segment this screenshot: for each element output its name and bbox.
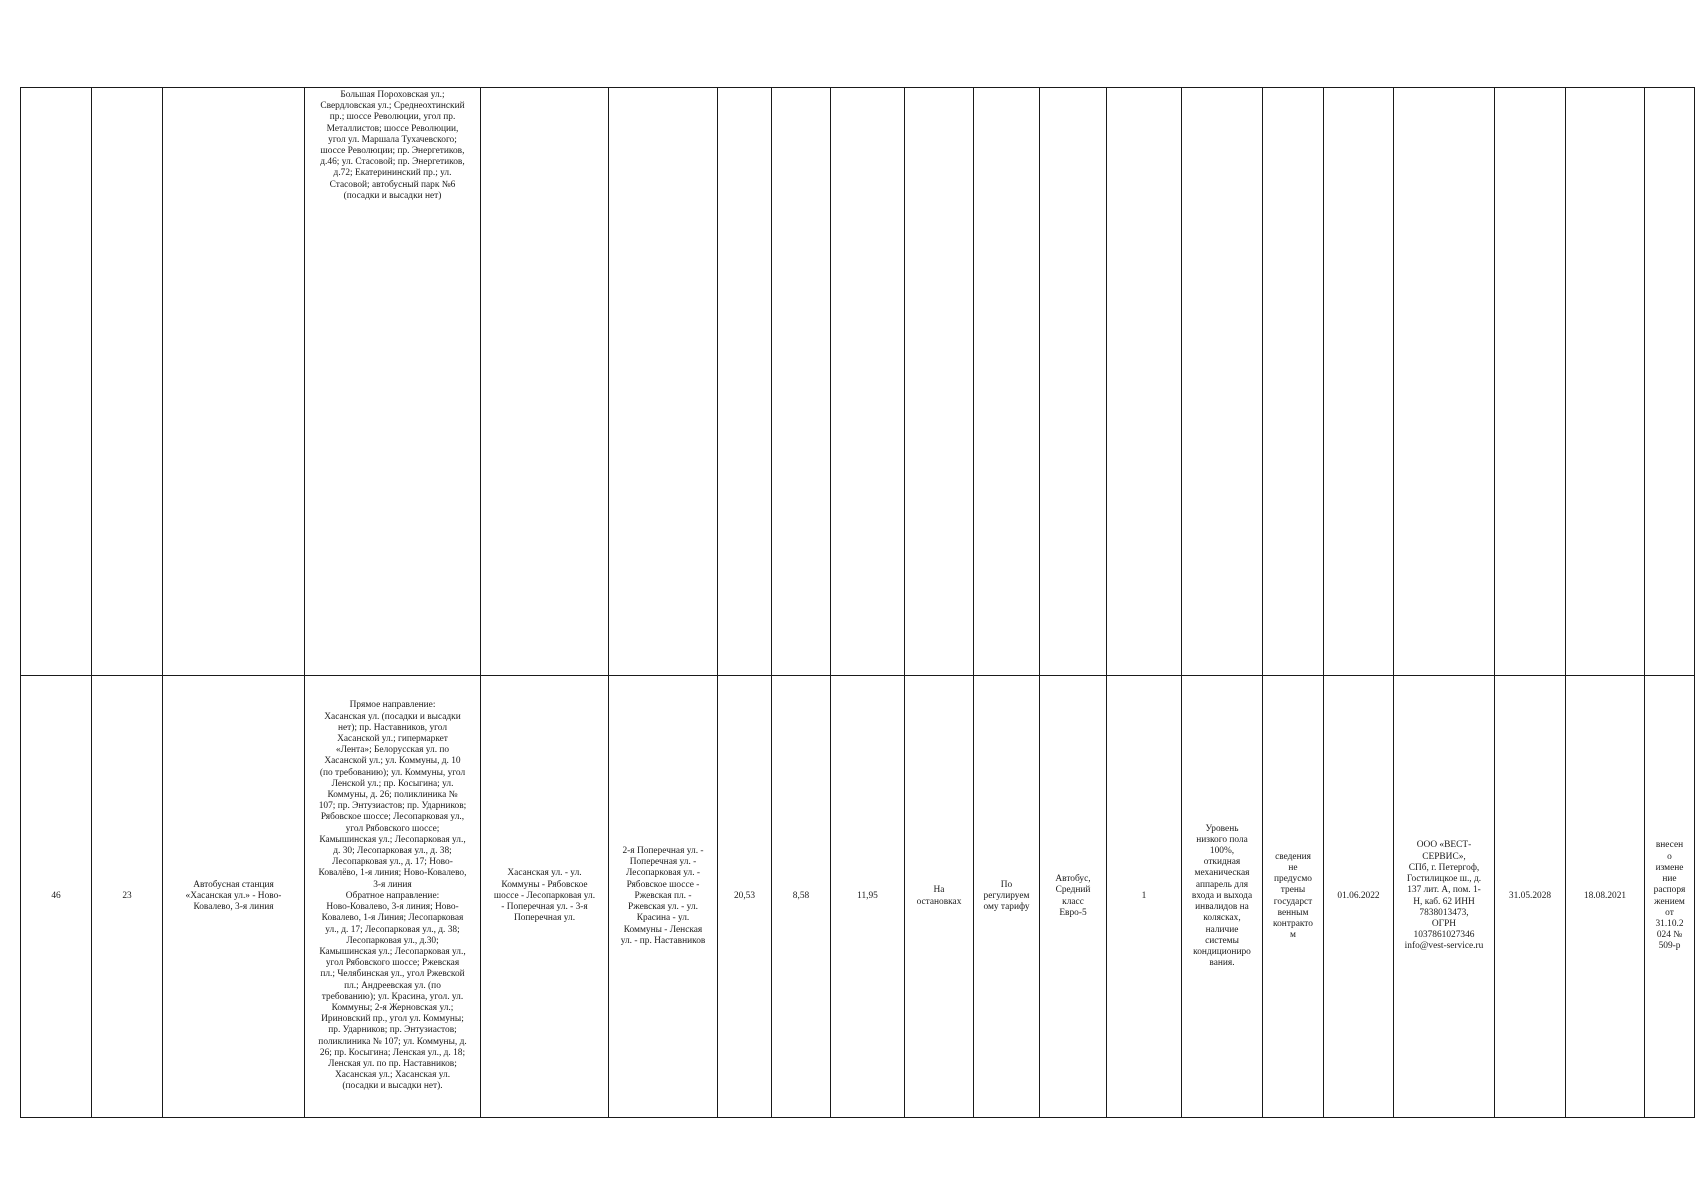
vehicle-count-cell: 1 <box>1107 676 1182 1118</box>
row-number-cell: 46 <box>21 676 92 1118</box>
vehicle-count-cell <box>1107 88 1182 676</box>
end-date-cell: 31.05.2028 <box>1495 676 1566 1118</box>
note-cell: внесен о измене ние распоря жением от 31.10.2 024 № 509-р <box>1645 676 1695 1118</box>
decision-date-cell <box>1566 88 1645 676</box>
decision-date-cell: 18.08.2021 <box>1566 676 1645 1118</box>
note-cell <box>1645 88 1695 676</box>
start-date-cell: 01.06.2022 <box>1324 676 1394 1118</box>
length-total-cell: 20,53 <box>718 676 772 1118</box>
route-number-cell <box>92 88 163 676</box>
table-row <box>21 676 1695 1118</box>
route-number-cell: 23 <box>92 676 163 1118</box>
length-forward-cell <box>772 88 831 676</box>
characteristics-cell: Уровень низкого пола 100%, откидная механическая аппарель для входа и выхода инвалидов на колясках, наличие системы кондициониро вания. <box>1182 676 1263 1118</box>
schedule-info-cell <box>1263 88 1324 676</box>
carrier-cell <box>1394 88 1495 676</box>
stop-order-cell: На остановках <box>905 676 974 1118</box>
length-total-cell <box>718 88 772 676</box>
streets-forward-cell <box>481 88 609 676</box>
characteristics-cell <box>1182 88 1263 676</box>
start-date-cell <box>1324 88 1394 676</box>
stops-cell: Большая Пороховская ул.; Свердловская ул.; Среднеохтинский пр.; шоссе Революции, угол пр. Металлистов; шоссе Революции, угол ул. Маршала Тухачевского; шоссе Революции; пр. Энергетиков, д.46; ул. Стасовой; пр. Энергетиков, д.72; Екатерининский пр.; ул. Стасовой; автобусный парк №6 (посадки и высадки нет) <box>305 88 481 676</box>
vehicle-class-cell <box>1040 88 1107 676</box>
fare-cell <box>974 88 1040 676</box>
end-date-cell <box>1495 88 1566 676</box>
stop-order-cell <box>905 88 974 676</box>
registry-table <box>20 87 1695 1118</box>
schedule-info-cell: сведения не предусмо трены государст венным контракто м <box>1263 676 1324 1118</box>
streets-back-cell <box>609 88 718 676</box>
carrier-cell: ООО «ВЕСТ- СЕРВИС», СПб, г. Петергоф, Гостилицкое ш., д. 137 лит. А, пом. 1- Н, каб. 62 ИНН 7838013473, ОГРН 1037861027346 info@vest-service.ru <box>1394 676 1495 1118</box>
length-back-cell: 11,95 <box>831 676 905 1118</box>
route-name-cell <box>163 88 305 676</box>
streets-back-cell: 2-я Поперечная ул. - Поперечная ул. - Лесопарковая ул. - Рябовское шоссе - Ржевская пл. - Ржевская ул. - ул. Красина - ул. Коммуны - Ленская ул. - пр. Наставников <box>609 676 718 1118</box>
vehicle-class-cell: Автобус, Средний класс Евро-5 <box>1040 676 1107 1118</box>
length-back-cell <box>831 88 905 676</box>
row-number-cell <box>21 88 92 676</box>
length-forward-cell: 8,58 <box>772 676 831 1118</box>
route-name-cell: Автобусная станция «Хасанская ул.» - Ново- Ковалево, 3-я линия <box>163 676 305 1118</box>
streets-forward-cell: Хасанская ул. - ул. Коммуны - Рябовское шоссе - Лесопарковая ул. - Поперечная ул. - 3-я Поперечная ул. <box>481 676 609 1118</box>
table-row <box>21 88 1695 676</box>
fare-cell: По регулируем ому тарифу <box>974 676 1040 1118</box>
stops-cell: Прямое направление: Хасанская ул. (посадки и высадки нет); пр. Наставников, угол Хасанской ул.; гипермаркет «Лента»; Белорусская ул. по Хасанской ул.; ул. Коммуны, д. 10 (по требованию); ул. Коммуны, угол Ленской ул.; пр. Косыгина; ул. Коммуны, д. 26; поликлиника № 107; пр. Энтузиастов; пр. Ударников; Рябовское шоссе; Лесопарковая ул., угол Рябовского шоссе; Камышинская ул.; Лесопарковая ул., д. 30; Лесопарковая ул., д. 38; Лесопарковая ул., д. 17; Ново- Ковалёво, 1-я линия; Ново-Ковалево, 3-я линия Обратное направление: Ново-Ковалево, 3-я линия; Ново- Ковалево, 1-я Линия; Лесопарковая ул., д. 17; Лесопарковая ул., д. 38; Лесопарковая ул., д.30; Камышинская ул.; Лесопарковая ул., угол Рябовского шоссе; Ржевская пл.; Челябинская ул., угол Ржевской пл.; Андреевская ул. (по требованию); ул. Красина, угол. ул. Коммуны; 2-я Жерновская ул.; Ириновский пр., угол ул. Коммуны; пр. Ударников; пр. Энтузиастов; поликлиника № 107; ул. Коммуны, д. 26; пр. Косыгина; Ленская ул., д. 18; Ленская ул. по пр. Наставников; Хасанская ул.; Хасанская ул. (посадки и высадки нет). <box>305 676 481 1118</box>
